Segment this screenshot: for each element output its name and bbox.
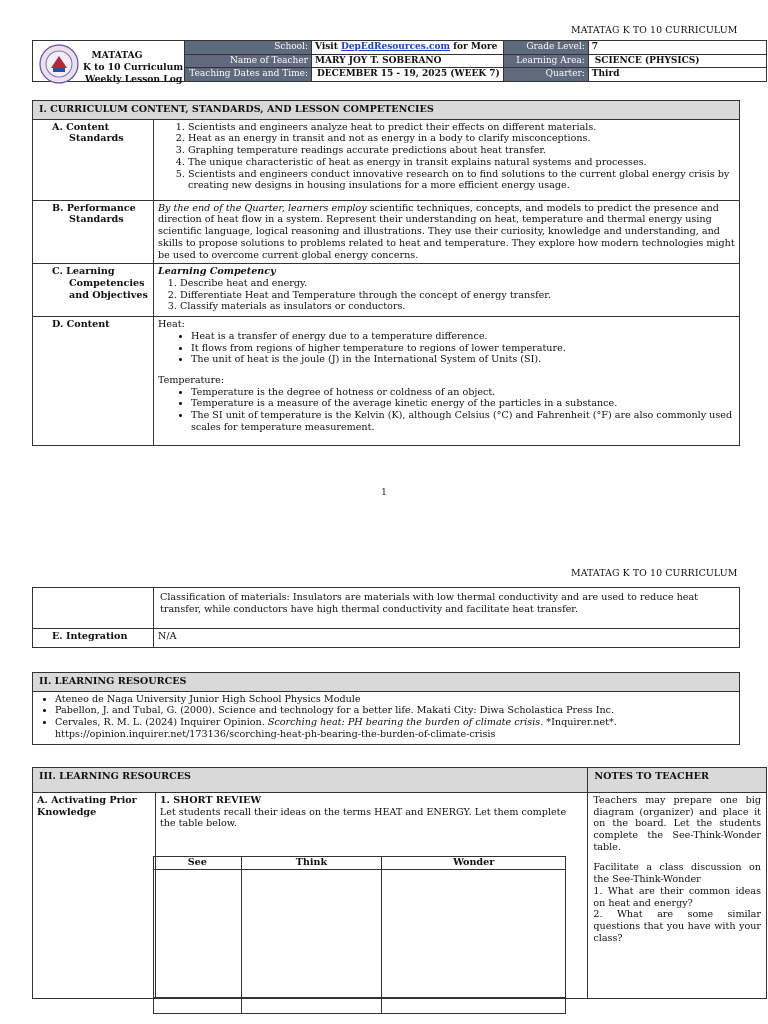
- teacher-value: MARY JOY T. SOBERANO: [312, 54, 504, 68]
- teacher-label: Name of Teacher: [185, 54, 312, 68]
- notes-body: [588, 792, 767, 998]
- quarter-value: Third: [588, 68, 766, 82]
- section-3-title: III. LEARNING RESOURCES: [33, 768, 588, 793]
- curriculum-label-page-2: MATATAG K TO 10 CURRICULUM: [571, 568, 738, 579]
- list-item: 3. Classify materials as insulators or conductors.: [180, 301, 735, 313]
- page-number: 1: [381, 488, 387, 498]
- list-item: • Temperature is the degree of hotness or coldness of an object.: [191, 387, 735, 399]
- activating-label: A. Activating Prior Knowledge: [33, 792, 156, 998]
- integration-value: N/A: [154, 629, 740, 648]
- notes-title: NOTES TO TEACHER: [588, 768, 767, 793]
- deped-seal-icon: [39, 44, 79, 84]
- list-item: • It flows from regions of higher temperature to regions of lower temperature.: [191, 343, 735, 355]
- notes-paragraph: Facilitate a class discussion on the See-Think-Wonder: [593, 862, 761, 886]
- quarter-label: Quarter:: [503, 68, 588, 82]
- integration-label: E. Integration: [33, 629, 154, 648]
- temperature-heading: Temperature:: [158, 375, 225, 387]
- area-label: Learning Area:: [503, 54, 588, 68]
- competencies-body: [154, 264, 740, 317]
- content-label: D. Content: [33, 317, 154, 446]
- list-item: • The SI unit of temperature is the Kelvin (K), although Celsius (°C) and Fahrenheit (°F) are also commonly used scales for temperature measurement.: [191, 410, 735, 433]
- section-1-title: I. CURRICULUM CONTENT, STANDARDS, AND LESSON COMPETENCIES: [33, 101, 740, 120]
- content-body: [154, 317, 740, 446]
- empty-label-cell: [33, 588, 154, 629]
- list-item: • Temperature is a measure of the average kinetic energy of the particles in a substance.: [191, 398, 735, 410]
- notes-question: 1. What are their common ideas on heat and energy?: [593, 885, 761, 909]
- list-item: 1. Scientists and engineers analyze heat to predict their effects on different materials.: [188, 122, 735, 134]
- think-column-cell[interactable]: [241, 870, 382, 998]
- performance-standards-body: By the end of the Quarter, learners employ scientific techniques, concepts, and models to predict the presence and direction of heat flow in a system. Represent their understanding on heat, temperature and thermal energy using scientific language, logical reasoning and illustrations. They use their curiosity, knowledge and understanding, and skills to propose solutions to problems related to heat and temperature. They explore how modern technologies might be used to overcome current global energy concerns.: [154, 200, 740, 264]
- list-item: • Pabellon, J. and Tubal, G. (2000). Science and technology for a better life. Makati City: Diwa Scholastica Press Inc.: [55, 705, 735, 717]
- logo-title-1: MATATAG: [91, 50, 143, 61]
- list-item: 3. Graphing temperature readings accurate predictions about heat transfer.: [188, 145, 735, 157]
- depedresources-link[interactable]: DepEdResources.com: [341, 41, 450, 52]
- content-continuation-table: [32, 587, 740, 648]
- learning-resources-table: [32, 672, 740, 745]
- list-item: 5. Scientists and engineers conduct innovative research on to find solutions to the current global energy crisis by creating new designs in housing insulations for a more efficient energy usage.: [188, 169, 735, 192]
- list-item: 4. The unique characteristic of heat as energy in transit explains natural systems and processes.: [188, 157, 735, 169]
- header-table: [32, 40, 767, 85]
- resources-body: [33, 691, 740, 744]
- activity-heading: 1. SHORT REVIEW: [159, 794, 262, 806]
- see-think-wonder-table: [153, 856, 566, 1014]
- think-column-header: Think: [241, 857, 382, 870]
- list-item: 1. Describe heat and energy.: [180, 278, 735, 290]
- see-column-header: See: [154, 857, 242, 870]
- heat-heading: Heat:: [158, 319, 185, 331]
- logo-cell: [33, 41, 185, 85]
- dates-value: DECEMBER 15 - 19, 2025 (WEEK 7): [312, 68, 504, 82]
- section-2-title: II. LEARNING RESOURCES: [33, 673, 740, 692]
- performance-standards-label: B. Performance Standards: [33, 200, 154, 264]
- see-column-cell[interactable]: [154, 870, 242, 998]
- list-item: • Cervales, R. M. L. (2024) Inquirer Opinion. Scorching heat: PH bearing the burden of climate crisis. *Inquirer.net*. https://opinion.inquirer.net/173136/scorching-heat-ph-bearing-the-burden-of-climate-crisis: [55, 717, 735, 740]
- competencies-label: C. Learning Competencies and Objectives: [33, 264, 154, 317]
- curriculum-label: MATATAG K TO 10 CURRICULUM: [571, 25, 738, 36]
- content-standards-body: [154, 119, 740, 200]
- grade-label: Grade Level:: [503, 41, 588, 55]
- school-value: Visit DepEdResources.com for More: [312, 41, 504, 55]
- list-item: • The unit of heat is the joule (J) in the International System of Units (SI).: [191, 354, 735, 366]
- logo-title-2: K to 10 Curriculum: [83, 62, 184, 73]
- list-item: 2. Heat as an energy in transit and not as energy in a body to clarify misconceptions.: [188, 133, 735, 145]
- area-value: SCIENCE (PHYSICS): [588, 54, 766, 68]
- school-label: School:: [185, 41, 312, 55]
- activity-text: Let students recall their ideas on the terms HEAT and ENERGY. Let them complete the table below.: [159, 806, 567, 830]
- dates-label: Teaching Dates and Time:: [185, 68, 312, 82]
- section-curriculum-table: [32, 100, 740, 446]
- list-item: • Ateneo de Naga University Junior High School Physics Module: [55, 694, 735, 706]
- think-column-cell[interactable]: [241, 998, 382, 1014]
- notes-question: 2. What are some similar questions that you have with your class?: [593, 909, 761, 944]
- logo-title-3: Weekly Lesson Log: [85, 74, 183, 85]
- notes-paragraph: Teachers may prepare one big diagram (organizer) and place it on the board. Let the students complete the See-Think-Wonder table.: [593, 794, 761, 853]
- list-item: • Heat is a transfer of energy due to a temperature difference.: [191, 331, 735, 343]
- wonder-column-header: Wonder: [382, 857, 566, 870]
- classification-text: Classification of materials: Insulators are materials with low thermal conductivity and are used to reduce heat transfer, while conductors have high thermal conductivity and facilitate heat transfer.: [154, 588, 740, 629]
- wonder-column-cell[interactable]: [382, 870, 566, 998]
- competency-heading: Learning Competency: [158, 266, 276, 278]
- list-item: 2. Differentiate Heat and Temperature through the concept of energy transfer.: [180, 290, 735, 302]
- wonder-column-cell[interactable]: [382, 998, 566, 1014]
- see-column-cell[interactable]: [154, 998, 242, 1014]
- grade-value: 7: [588, 41, 766, 55]
- content-standards-label: A. Content Standards: [33, 119, 154, 200]
